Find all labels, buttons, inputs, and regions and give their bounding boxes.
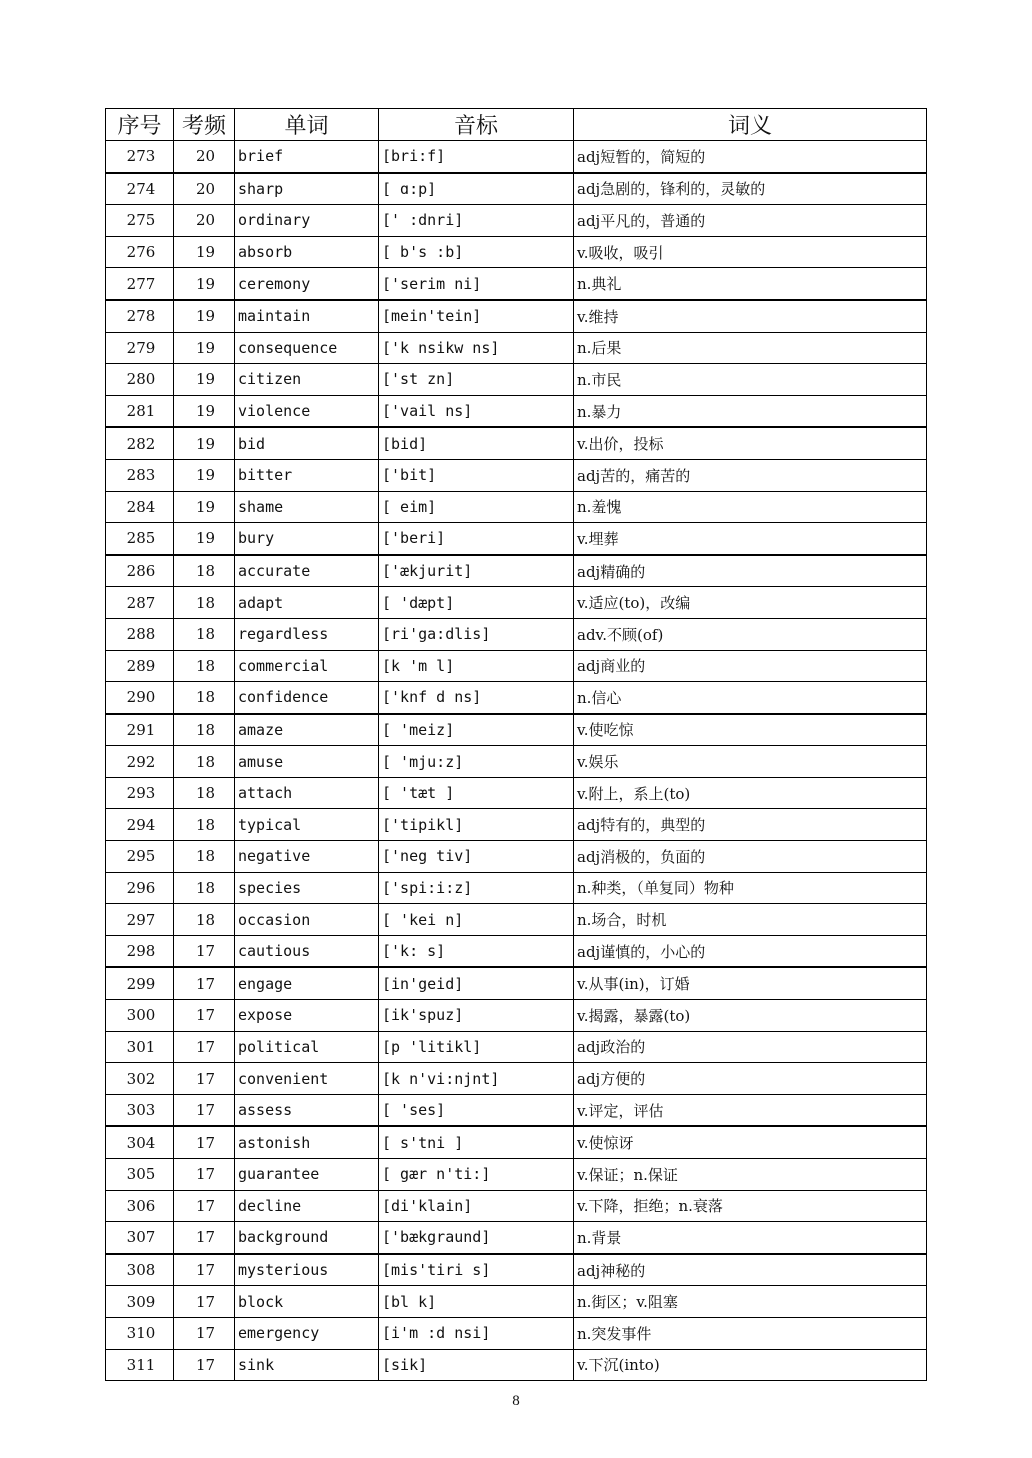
- row-word: occasion: [235, 904, 379, 936]
- row-index: 310: [106, 1317, 174, 1349]
- row-index: 298: [106, 935, 174, 967]
- row-index: 274: [106, 173, 174, 205]
- table-row: [106, 618, 927, 650]
- table-row: [106, 236, 927, 268]
- row-meaning: adj短暂的，简短的: [574, 141, 927, 173]
- row-phonetic: [bid]: [379, 427, 574, 459]
- row-word: emergency: [235, 1317, 379, 1349]
- row-frequency: 18: [174, 618, 235, 650]
- row-meaning: v.下沉(into): [574, 1349, 927, 1381]
- row-frequency: 19: [174, 395, 235, 427]
- row-index: 290: [106, 682, 174, 714]
- row-word: adapt: [235, 587, 379, 619]
- table-row: [106, 141, 927, 173]
- row-meaning: v.出价，投标: [574, 427, 927, 459]
- row-index: 288: [106, 618, 174, 650]
- row-meaning: adj谨慎的，小心的: [574, 935, 927, 967]
- row-phonetic: ['bækgraund]: [379, 1222, 574, 1254]
- table-row: [106, 1254, 927, 1286]
- table-row: [106, 809, 927, 841]
- row-word: ordinary: [235, 205, 379, 237]
- row-meaning: n.种类，（单复同）物种: [574, 872, 927, 904]
- row-phonetic: [ 'dæpt]: [379, 587, 574, 619]
- row-word: confidence: [235, 682, 379, 714]
- row-index: 295: [106, 841, 174, 873]
- row-index: 301: [106, 1031, 174, 1063]
- row-word: typical: [235, 809, 379, 841]
- table-row: [106, 1159, 927, 1191]
- row-frequency: 19: [174, 491, 235, 523]
- row-index: 283: [106, 459, 174, 491]
- row-meaning: v.吸收，吸引: [574, 236, 927, 268]
- row-meaning: adj平凡的，普通的: [574, 205, 927, 237]
- row-frequency: 17: [174, 1254, 235, 1286]
- table-row: [106, 1063, 927, 1095]
- row-meaning: v.使惊讶: [574, 1126, 927, 1158]
- table-row: [106, 491, 927, 523]
- row-frequency: 18: [174, 809, 235, 841]
- row-index: 303: [106, 1094, 174, 1126]
- table-row: [106, 205, 927, 237]
- row-phonetic: [ eim]: [379, 491, 574, 523]
- row-index: 299: [106, 967, 174, 999]
- row-meaning: v.埋葬: [574, 523, 927, 555]
- table-row: [106, 1317, 927, 1349]
- row-meaning: n.场合，时机: [574, 904, 927, 936]
- row-phonetic: ['spi:i:z]: [379, 872, 574, 904]
- table-row: [106, 427, 927, 459]
- table-row: [106, 332, 927, 364]
- row-frequency: 19: [174, 236, 235, 268]
- row-index: 289: [106, 650, 174, 682]
- row-frequency: 17: [174, 1094, 235, 1126]
- row-index: 285: [106, 523, 174, 555]
- row-phonetic: [ s'tni ]: [379, 1126, 574, 1158]
- page-number: 8: [512, 1393, 520, 1409]
- row-phonetic: ['knf d ns]: [379, 682, 574, 714]
- row-index: 282: [106, 427, 174, 459]
- row-frequency: 19: [174, 332, 235, 364]
- row-index: 300: [106, 1000, 174, 1032]
- table-body: [106, 141, 927, 1381]
- row-meaning: v.揭露，暴露(to): [574, 1000, 927, 1032]
- row-phonetic: ['serim ni]: [379, 268, 574, 300]
- row-frequency: 19: [174, 300, 235, 332]
- table-row: [106, 523, 927, 555]
- row-frequency: 18: [174, 555, 235, 587]
- row-frequency: 18: [174, 587, 235, 619]
- row-word: block: [235, 1286, 379, 1318]
- table-row: [106, 682, 927, 714]
- table-row: [106, 841, 927, 873]
- row-meaning: v.附上，系上(to): [574, 777, 927, 809]
- row-word: consequence: [235, 332, 379, 364]
- row-meaning: adj消极的，负面的: [574, 841, 927, 873]
- row-word: cautious: [235, 935, 379, 967]
- row-word: brief: [235, 141, 379, 173]
- table-row: [106, 1190, 927, 1222]
- row-meaning: v.娱乐: [574, 746, 927, 778]
- row-index: 297: [106, 904, 174, 936]
- row-phonetic: [i'm :d nsi]: [379, 1317, 574, 1349]
- row-frequency: 18: [174, 777, 235, 809]
- row-meaning: n.信心: [574, 682, 927, 714]
- row-word: amaze: [235, 714, 379, 746]
- row-index: 284: [106, 491, 174, 523]
- table-row: [106, 1286, 927, 1318]
- row-frequency: 18: [174, 746, 235, 778]
- row-phonetic: [' :dnri]: [379, 205, 574, 237]
- header-word: 单词: [235, 109, 379, 141]
- row-phonetic: [ 'kei n]: [379, 904, 574, 936]
- row-word: regardless: [235, 618, 379, 650]
- row-index: 292: [106, 746, 174, 778]
- row-meaning: adj政治的: [574, 1031, 927, 1063]
- row-index: 281: [106, 395, 174, 427]
- row-phonetic: ['k nsikw ns]: [379, 332, 574, 364]
- row-meaning: v.从事(in)，订婚: [574, 967, 927, 999]
- row-phonetic: ['k: s]: [379, 935, 574, 967]
- header-frequency: 考频: [174, 109, 235, 141]
- table-row: [106, 1031, 927, 1063]
- row-phonetic: [ ɑ:p]: [379, 173, 574, 205]
- row-frequency: 17: [174, 1126, 235, 1158]
- row-frequency: 17: [174, 1222, 235, 1254]
- row-frequency: 18: [174, 714, 235, 746]
- row-word: violence: [235, 395, 379, 427]
- row-phonetic: [ gær n'ti:]: [379, 1159, 574, 1191]
- table-row: [106, 904, 927, 936]
- row-meaning: v.适应(to)，改编: [574, 587, 927, 619]
- row-meaning: adj方便的: [574, 1063, 927, 1095]
- row-frequency: 17: [174, 1190, 235, 1222]
- table-row: [106, 1126, 927, 1158]
- row-phonetic: [in'geid]: [379, 967, 574, 999]
- row-word: bid: [235, 427, 379, 459]
- row-frequency: 20: [174, 205, 235, 237]
- table-row: [106, 872, 927, 904]
- row-index: 276: [106, 236, 174, 268]
- row-phonetic: [ik'spuz]: [379, 1000, 574, 1032]
- row-phonetic: [ 'mju:z]: [379, 746, 574, 778]
- row-word: guarantee: [235, 1159, 379, 1191]
- row-word: expose: [235, 1000, 379, 1032]
- row-frequency: 19: [174, 268, 235, 300]
- row-word: ceremony: [235, 268, 379, 300]
- row-word: engage: [235, 967, 379, 999]
- row-meaning: adj急剧的，锋利的，灵敏的: [574, 173, 927, 205]
- row-word: shame: [235, 491, 379, 523]
- table-row: [106, 364, 927, 396]
- row-word: citizen: [235, 364, 379, 396]
- row-frequency: 18: [174, 682, 235, 714]
- row-meaning: adj特有的，典型的: [574, 809, 927, 841]
- row-meaning: v.下降，拒绝；n.衰落: [574, 1190, 927, 1222]
- row-index: 287: [106, 587, 174, 619]
- row-index: 302: [106, 1063, 174, 1095]
- row-index: 307: [106, 1222, 174, 1254]
- row-frequency: 19: [174, 427, 235, 459]
- row-meaning: v.维持: [574, 300, 927, 332]
- row-phonetic: ['st zn]: [379, 364, 574, 396]
- row-frequency: 18: [174, 904, 235, 936]
- row-word: assess: [235, 1094, 379, 1126]
- row-phonetic: [mein'tein]: [379, 300, 574, 332]
- row-word: political: [235, 1031, 379, 1063]
- row-frequency: 20: [174, 141, 235, 173]
- table-row: [106, 935, 927, 967]
- row-frequency: 18: [174, 872, 235, 904]
- row-frequency: 18: [174, 841, 235, 873]
- row-frequency: 17: [174, 1031, 235, 1063]
- row-word: astonish: [235, 1126, 379, 1158]
- row-phonetic: ['neg tiv]: [379, 841, 574, 873]
- row-frequency: 17: [174, 1000, 235, 1032]
- vocabulary-table: [105, 108, 927, 1381]
- table-row: [106, 1094, 927, 1126]
- row-frequency: 19: [174, 364, 235, 396]
- row-index: 308: [106, 1254, 174, 1286]
- table-row: [106, 555, 927, 587]
- row-word: sink: [235, 1349, 379, 1381]
- row-word: convenient: [235, 1063, 379, 1095]
- header-meaning: 词义: [574, 109, 927, 141]
- row-word: commercial: [235, 650, 379, 682]
- table-row: [106, 173, 927, 205]
- row-phonetic: [ 'ses]: [379, 1094, 574, 1126]
- row-word: maintain: [235, 300, 379, 332]
- table-row: [106, 650, 927, 682]
- row-phonetic: [ 'meiz]: [379, 714, 574, 746]
- table-row: [106, 777, 927, 809]
- row-index: 286: [106, 555, 174, 587]
- row-meaning: v.使吃惊: [574, 714, 927, 746]
- row-phonetic: ['vail ns]: [379, 395, 574, 427]
- row-word: species: [235, 872, 379, 904]
- row-meaning: v.保证；n.保证: [574, 1159, 927, 1191]
- row-phonetic: [k n'vi:njnt]: [379, 1063, 574, 1095]
- row-meaning: adj商业的: [574, 650, 927, 682]
- row-phonetic: [p 'litikl]: [379, 1031, 574, 1063]
- table-row: [106, 587, 927, 619]
- row-phonetic: ['bit]: [379, 459, 574, 491]
- row-meaning: n.突发事件: [574, 1317, 927, 1349]
- row-index: 304: [106, 1126, 174, 1158]
- row-meaning: adj苦的，痛苦的: [574, 459, 927, 491]
- row-frequency: 17: [174, 1317, 235, 1349]
- row-index: 311: [106, 1349, 174, 1381]
- row-frequency: 19: [174, 523, 235, 555]
- row-word: bitter: [235, 459, 379, 491]
- table-header-row: [106, 109, 927, 141]
- row-meaning: v.评定，评估: [574, 1094, 927, 1126]
- row-frequency: 18: [174, 650, 235, 682]
- row-index: 293: [106, 777, 174, 809]
- row-phonetic: [mis'tiri s]: [379, 1254, 574, 1286]
- table-row: [106, 395, 927, 427]
- row-index: 275: [106, 205, 174, 237]
- row-word: negative: [235, 841, 379, 873]
- row-phonetic: [sik]: [379, 1349, 574, 1381]
- row-index: 294: [106, 809, 174, 841]
- row-phonetic: [k 'm l]: [379, 650, 574, 682]
- row-frequency: 17: [174, 1286, 235, 1318]
- row-phonetic: [ b's :b]: [379, 236, 574, 268]
- row-word: attach: [235, 777, 379, 809]
- row-word: background: [235, 1222, 379, 1254]
- row-index: 280: [106, 364, 174, 396]
- row-frequency: 17: [174, 967, 235, 999]
- row-word: accurate: [235, 555, 379, 587]
- header-phonetic: 音标: [379, 109, 574, 141]
- row-frequency: 19: [174, 459, 235, 491]
- row-frequency: 17: [174, 1063, 235, 1095]
- row-phonetic: [bl k]: [379, 1286, 574, 1318]
- row-phonetic: [ri'ga:dlis]: [379, 618, 574, 650]
- row-word: bury: [235, 523, 379, 555]
- row-index: 273: [106, 141, 174, 173]
- row-index: 305: [106, 1159, 174, 1191]
- row-meaning: adj精确的: [574, 555, 927, 587]
- table-row: [106, 746, 927, 778]
- row-meaning: adj神秘的: [574, 1254, 927, 1286]
- table-row: [106, 268, 927, 300]
- table-row: [106, 714, 927, 746]
- row-phonetic: [di'klain]: [379, 1190, 574, 1222]
- row-index: 279: [106, 332, 174, 364]
- row-word: mysterious: [235, 1254, 379, 1286]
- row-meaning: adv.不顾(of): [574, 618, 927, 650]
- row-phonetic: [ 'tæt ]: [379, 777, 574, 809]
- header-index: 序号: [106, 109, 174, 141]
- row-index: 309: [106, 1286, 174, 1318]
- table-row: [106, 1222, 927, 1254]
- row-index: 306: [106, 1190, 174, 1222]
- table-row: [106, 967, 927, 999]
- row-phonetic: ['tipikl]: [379, 809, 574, 841]
- row-word: amuse: [235, 746, 379, 778]
- row-frequency: 17: [174, 935, 235, 967]
- row-meaning: n.羞愧: [574, 491, 927, 523]
- row-word: absorb: [235, 236, 379, 268]
- row-frequency: 17: [174, 1349, 235, 1381]
- row-meaning: n.后果: [574, 332, 927, 364]
- row-word: decline: [235, 1190, 379, 1222]
- row-phonetic: [bri:f]: [379, 141, 574, 173]
- table-row: [106, 1349, 927, 1381]
- row-phonetic: ['beri]: [379, 523, 574, 555]
- row-index: 277: [106, 268, 174, 300]
- row-index: 278: [106, 300, 174, 332]
- row-meaning: n.市民: [574, 364, 927, 396]
- table-row: [106, 1000, 927, 1032]
- row-word: sharp: [235, 173, 379, 205]
- row-meaning: n.背景: [574, 1222, 927, 1254]
- row-meaning: n.典礼: [574, 268, 927, 300]
- row-frequency: 17: [174, 1159, 235, 1191]
- row-index: 291: [106, 714, 174, 746]
- table-row: [106, 300, 927, 332]
- row-phonetic: ['ækjurit]: [379, 555, 574, 587]
- row-index: 296: [106, 872, 174, 904]
- row-frequency: 20: [174, 173, 235, 205]
- row-meaning: n.暴力: [574, 395, 927, 427]
- row-meaning: n.街区；v.阻塞: [574, 1286, 927, 1318]
- table-row: [106, 459, 927, 491]
